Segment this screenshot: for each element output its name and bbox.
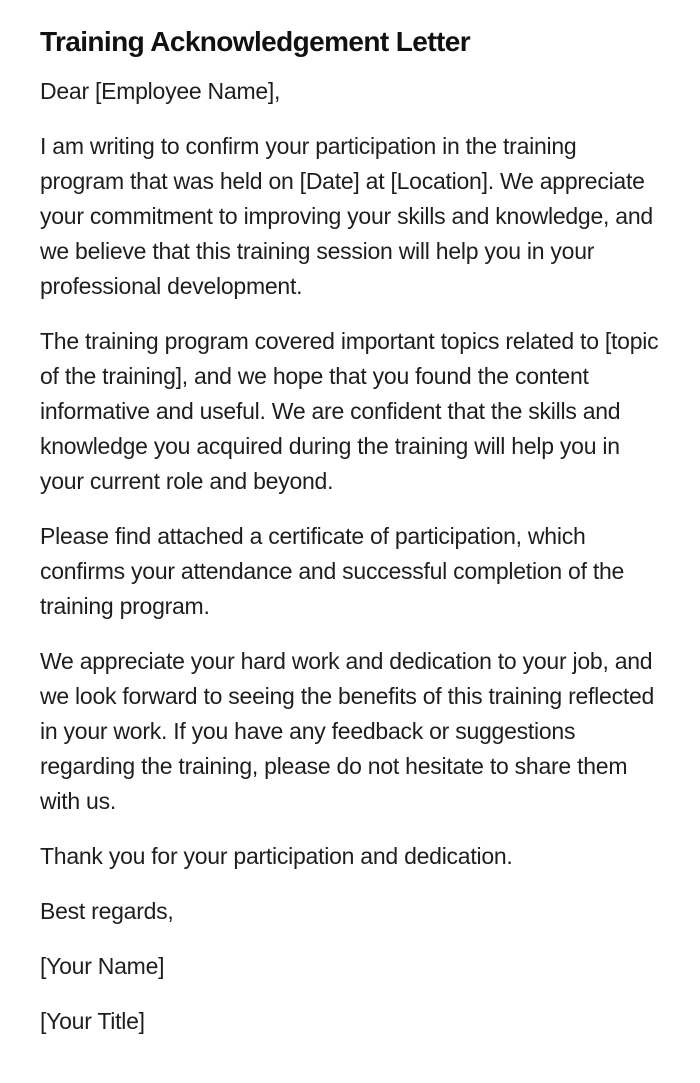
letter-paragraph-3: Please find attached a certificate of participation, which confirms your attendance and successful completion of the training program. bbox=[40, 523, 625, 619]
letter-title: Training Acknowledgement Letter bbox=[40, 26, 470, 57]
letter-paragraph-1: I am writing to confirm your participation in the training program that was held on [Date] at [Location]. We appreciate your commitment to improving your skills and knowledge, and we believe that this training session will help you in your professional development. bbox=[40, 133, 653, 299]
letter-paragraph-2: The training program covered important topics related to [topic of the training], and we hope that you found the content informative and useful. We are confident that the skills and knowledge you acquired during the training will help you in your current role and beyond. bbox=[40, 328, 659, 494]
letter-paragraph-5: Thank you for your participation and dedication. bbox=[40, 843, 513, 869]
letter-greeting: Dear [Employee Name], bbox=[40, 78, 281, 104]
letter-signature-title: [Your Title] bbox=[40, 1008, 145, 1034]
letter-paragraph-4: We appreciate your hard work and dedication to your job, and we look forward to seeing the benefits of this training reflected in your work. If you have any feedback or suggestions regarding the training, please do not hesitate to share them with us. bbox=[40, 648, 655, 814]
letter-closing: Best regards, bbox=[40, 898, 174, 924]
letter-signature-name: [Your Name] bbox=[40, 953, 165, 979]
